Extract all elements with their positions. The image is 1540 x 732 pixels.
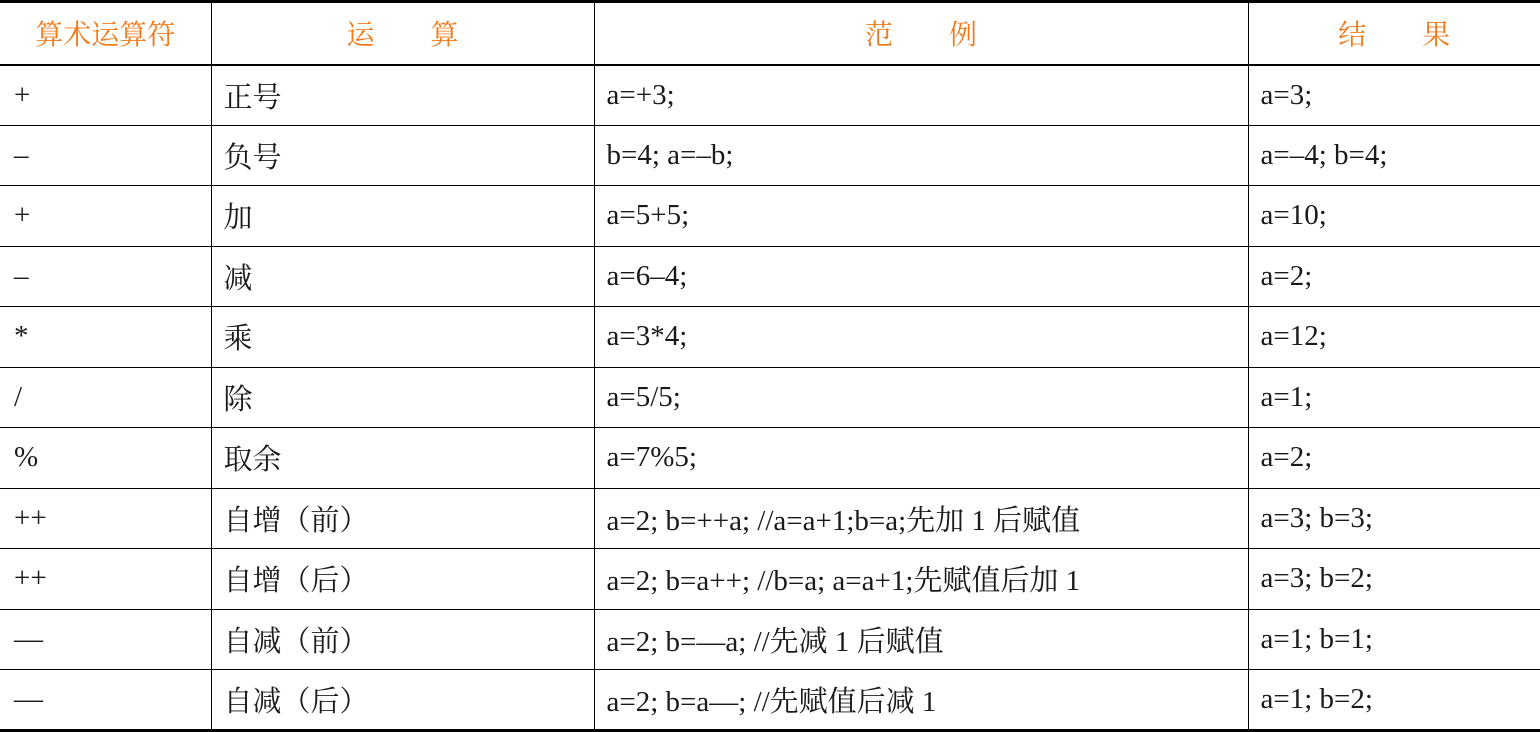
table-row	[0, 307, 1540, 368]
table-row	[0, 367, 1540, 428]
operation-cell: 自增（前）	[211, 488, 594, 549]
table-row	[0, 549, 1540, 610]
result-cell: a=2;	[1248, 246, 1540, 307]
example-cell: a=2; b=++a; //a=a+1;b=a;先加 1 后赋值	[594, 488, 1248, 549]
example-cell: a=2; b=a++; //b=a; a=a+1;先赋值后加 1	[594, 549, 1248, 610]
result-cell: a=12;	[1248, 307, 1540, 368]
operation-cell: 自减（后）	[211, 670, 594, 731]
example-cell: a=5+5;	[594, 186, 1248, 247]
operator-cell: /	[0, 367, 211, 428]
result-cell: a=3; b=3;	[1248, 488, 1540, 549]
result-cell: a=1;	[1248, 367, 1540, 428]
table-row	[0, 670, 1540, 731]
result-cell: a=3;	[1248, 65, 1540, 126]
header-example: 范 例	[594, 2, 1248, 65]
operator-cell: %	[0, 428, 211, 489]
operation-cell: 取余	[211, 428, 594, 489]
operation-cell: 除	[211, 367, 594, 428]
operation-cell: 乘	[211, 307, 594, 368]
header-operator: 算术运算符	[0, 2, 211, 65]
table-row	[0, 65, 1540, 126]
operator-cell: *	[0, 307, 211, 368]
result-cell: a=–4; b=4;	[1248, 125, 1540, 186]
example-cell: b=4; a=–b;	[594, 125, 1248, 186]
table-row	[0, 488, 1540, 549]
operator-cell: +	[0, 186, 211, 247]
header-operation: 运 算	[211, 2, 594, 65]
operation-cell: 减	[211, 246, 594, 307]
table-row	[0, 246, 1540, 307]
operator-cell: +	[0, 65, 211, 126]
result-cell: a=1; b=1;	[1248, 609, 1540, 670]
example-cell: a=2; b=––a; //先减 1 后赋值	[594, 609, 1248, 670]
header-row	[0, 2, 1540, 65]
operation-cell: 加	[211, 186, 594, 247]
header-result: 结 果	[1248, 2, 1540, 65]
table-row	[0, 186, 1540, 247]
example-cell: a=3*4;	[594, 307, 1248, 368]
result-cell: a=10;	[1248, 186, 1540, 247]
operator-cell: ––	[0, 609, 211, 670]
operator-cell: ––	[0, 670, 211, 731]
table-row	[0, 609, 1540, 670]
table-body	[0, 65, 1540, 731]
operation-cell: 正号	[211, 65, 594, 126]
example-cell: a=+3;	[594, 65, 1248, 126]
operation-cell: 自减（前）	[211, 609, 594, 670]
result-cell: a=1; b=2;	[1248, 670, 1540, 731]
operation-cell: 自增（后）	[211, 549, 594, 610]
table-row	[0, 428, 1540, 489]
operator-cell: ++	[0, 549, 211, 610]
operation-cell: 负号	[211, 125, 594, 186]
operator-cell: ++	[0, 488, 211, 549]
operator-cell: –	[0, 246, 211, 307]
result-cell: a=3; b=2;	[1248, 549, 1540, 610]
example-cell: a=5/5;	[594, 367, 1248, 428]
result-cell: a=2;	[1248, 428, 1540, 489]
operator-cell: –	[0, 125, 211, 186]
example-cell: a=7%5;	[594, 428, 1248, 489]
example-cell: a=2; b=a––; //先赋值后减 1	[594, 670, 1248, 731]
table-row	[0, 125, 1540, 186]
example-cell: a=6–4;	[594, 246, 1248, 307]
